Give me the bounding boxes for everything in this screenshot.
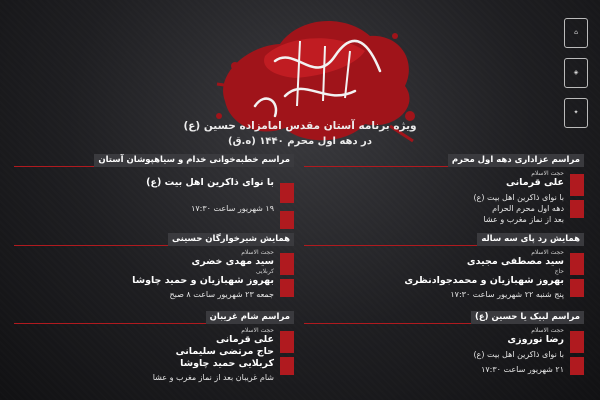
speaker-name: علی قرمانی bbox=[505, 177, 564, 188]
red-tab bbox=[280, 331, 294, 353]
red-tab bbox=[280, 183, 294, 203]
info-line: دهه اول محرم الحرام bbox=[492, 204, 564, 213]
red-tab bbox=[570, 200, 584, 218]
info-line: با نوای ذاکرین اهل بیت (ع) bbox=[473, 350, 564, 359]
speaker-name: سید مصطفی مجیدی bbox=[466, 256, 564, 267]
section-header bbox=[14, 154, 294, 167]
event-time: شام غریبان بعد از نماز مغرب و عشا bbox=[152, 373, 274, 382]
section-header bbox=[304, 311, 584, 324]
program-title: ویژه برنامه آستان مقدس امامزاده حسین (ع) bbox=[183, 120, 417, 132]
speaker-role: حجت الاسلام bbox=[241, 327, 274, 334]
section-header bbox=[304, 154, 584, 167]
section-labbayk bbox=[304, 311, 584, 375]
performer-name: حاج مرتضی سلیمانی bbox=[175, 346, 274, 357]
speaker-role: حجت الاسلام bbox=[531, 249, 564, 256]
program-subtitle: در دهه اول محرم ۱۴۴۰ (ه.ق) bbox=[228, 136, 372, 147]
red-tab bbox=[280, 357, 294, 375]
calligraphy-splash bbox=[205, 6, 420, 156]
section-body bbox=[14, 327, 294, 383]
red-tab bbox=[280, 279, 294, 297]
section-three-year bbox=[304, 233, 584, 300]
institution-logos bbox=[562, 18, 590, 128]
info-line: با نوای ذاکرین اهل بیت (ع) bbox=[473, 193, 564, 202]
performer-names: بهروز شهبازیان و محمدجوادنظری bbox=[404, 275, 564, 286]
red-tab bbox=[570, 331, 584, 353]
section-sermon bbox=[14, 154, 294, 214]
red-tab bbox=[570, 253, 584, 275]
red-tab bbox=[570, 174, 584, 196]
section-header bbox=[14, 311, 294, 324]
section-title: مراسم شام غریبان bbox=[206, 311, 294, 324]
section-body bbox=[304, 170, 584, 225]
performer-name: کربلایی حمید چاوشا bbox=[180, 358, 274, 369]
speaker-role: حجت الاسلام bbox=[241, 249, 274, 256]
speaker-role: حجت الاسلام bbox=[531, 170, 564, 177]
performer-role: کربلایی bbox=[255, 268, 274, 275]
section-infants bbox=[14, 233, 294, 300]
speaker-role: حجت الاسلام bbox=[531, 327, 564, 334]
section-body bbox=[14, 177, 294, 214]
section-header bbox=[304, 233, 584, 246]
event-time: پنج شنبه ۲۲ شهریور ساعت ۱۷:۳۰ bbox=[450, 290, 564, 299]
section-mourning bbox=[304, 154, 584, 225]
section-strangers bbox=[14, 311, 294, 383]
speaker-name: سید مهدی خضری bbox=[191, 256, 274, 267]
institution-logo-3: ✦ bbox=[564, 98, 588, 128]
section-title: همایش شیرخوارگان حسینی bbox=[168, 233, 294, 246]
red-tab bbox=[570, 279, 584, 297]
section-title: مراسم خطبه‌خوانی خدام و سیاهپوشان آستان bbox=[94, 154, 294, 167]
info-line: بعد از نماز مغرب و عشا bbox=[483, 215, 564, 224]
event-time: جمعه ۲۳ شهریور ساعت ۸ صبح bbox=[169, 290, 274, 299]
section-title: همایش رد پای سه ساله bbox=[477, 233, 584, 246]
performer-role: حاج bbox=[554, 268, 564, 275]
section-body bbox=[14, 249, 294, 300]
speaker-name: علی قرمانی bbox=[215, 334, 274, 345]
section-body bbox=[304, 327, 584, 375]
info-line: با نوای ذاکرین اهل بیت (ع) bbox=[146, 177, 274, 188]
section-header bbox=[14, 233, 294, 246]
institution-logo-1: ⌂ bbox=[564, 18, 588, 48]
red-tab bbox=[570, 357, 584, 375]
institution-logo-2: ◈ bbox=[564, 58, 588, 88]
red-tab bbox=[280, 211, 294, 229]
section-title: مراسم عزاداری دهه اول محرم bbox=[448, 154, 584, 167]
performer-names: بهروز شهبازیان و حمید چاوشا bbox=[132, 275, 274, 286]
info-line: ۲۱ شهریور ساعت ۱۷:۳۰ bbox=[481, 365, 564, 374]
speaker-name: رضا نوروزی bbox=[507, 334, 564, 345]
red-tab bbox=[280, 253, 294, 275]
section-title: مراسم لبیک یا حسین (ع) bbox=[471, 311, 584, 324]
section-body bbox=[304, 249, 584, 300]
event-time: ۱۹ شهریور ساعت ۱۷:۳۰ bbox=[191, 204, 274, 213]
